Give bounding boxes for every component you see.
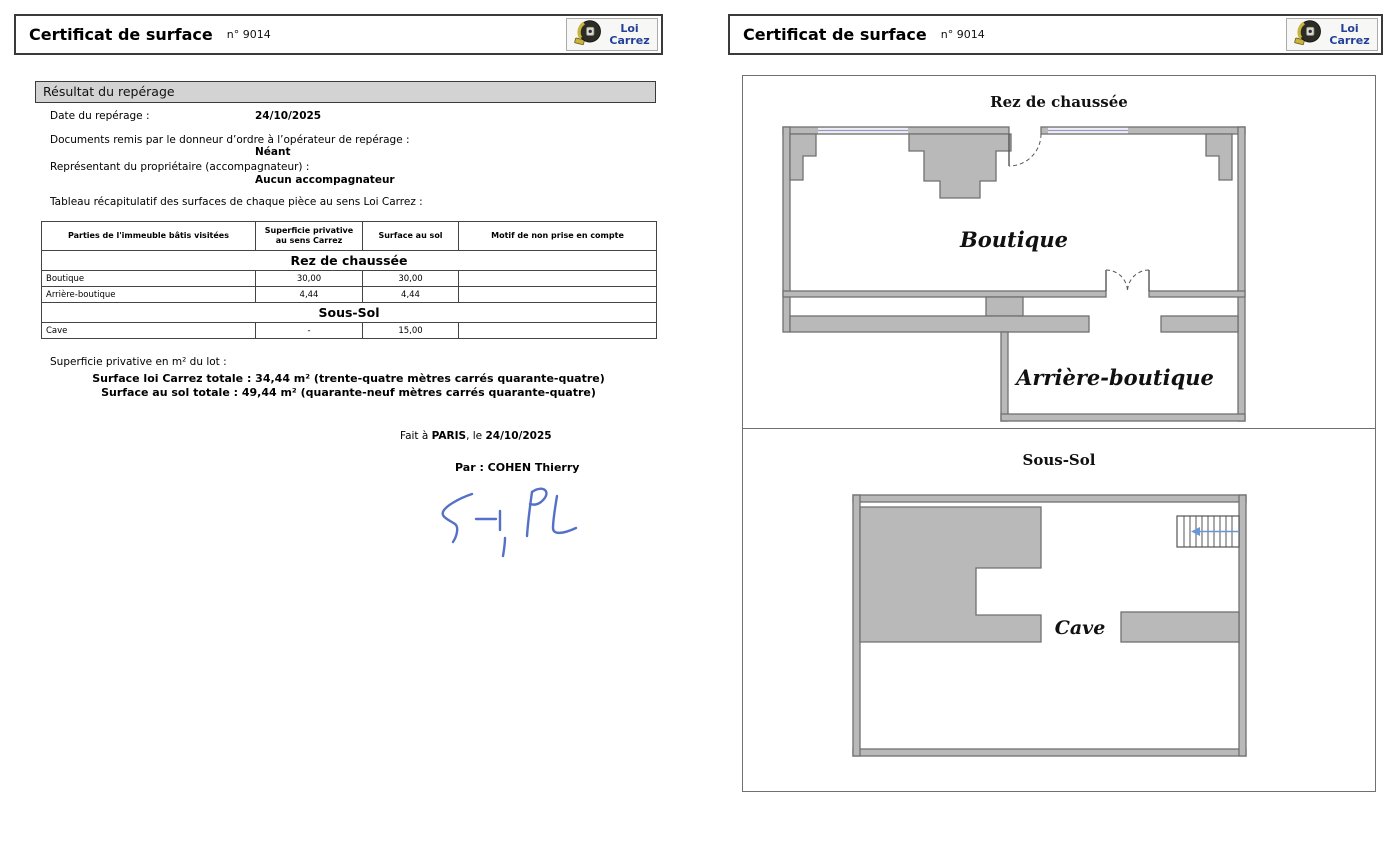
made-at-date: 24/10/2025: [485, 430, 552, 442]
table-row: [42, 271, 657, 287]
logo-text: [1329, 23, 1369, 47]
tape-measure-icon: [574, 19, 604, 51]
page-title: Certificat de surface: [743, 25, 927, 44]
representative-label: Représentant du propriétaire (accompagnateur) :: [50, 161, 310, 173]
cell-carrez: 30,00: [256, 271, 363, 287]
cell-carrez: -: [256, 323, 363, 339]
table-section-row: [42, 251, 657, 271]
cell-sol: 4,44: [363, 287, 459, 303]
total-carrez-line: Surface loi Carrez totale : 34,44 m² (trente-quatre mètres carrés quarante-quatre): [92, 372, 605, 385]
documents-label: Documents remis par le donneur d’ordre à l’opérateur de repérage :: [50, 134, 410, 146]
table-section-row: [42, 303, 657, 323]
page-title: Certificat de surface: [29, 25, 213, 44]
room-label-arriere-boutique: Arrière-boutique: [1016, 365, 1214, 390]
cell-sol: 15,00: [363, 323, 459, 339]
table-intro: Tableau récapitulatif des surfaces de chaque pièce au sens Loi Carrez :: [50, 196, 423, 208]
room-label-boutique: Boutique: [959, 227, 1069, 252]
loi-carrez-logo: [566, 18, 658, 51]
cell-motif: [459, 271, 657, 287]
report-header: [14, 14, 663, 55]
document-number: n° 9014: [940, 28, 985, 41]
date-label: Date du repérage :: [50, 110, 150, 122]
cell-motif: [459, 323, 657, 339]
made-at-city: PARIS: [431, 430, 467, 442]
cell-carrez: 4,44: [256, 287, 363, 303]
signed-by-line: Par : COHEN Thierry: [455, 461, 580, 474]
cell-motif: [459, 287, 657, 303]
table-header-row: [42, 222, 657, 251]
documents-value: Néant: [255, 146, 291, 158]
cell-room: Arrière-boutique: [42, 287, 256, 303]
floor1-title: Rez de chaussée: [990, 93, 1128, 111]
representative-value: Aucun accompagnateur: [255, 174, 395, 186]
total-floor-line: Surface au sol totale : 49,44 m² (quarante-neuf mètres carrés quarante-quatre): [101, 385, 596, 399]
logo-line2: Carrez: [609, 33, 650, 47]
made-at-prefix: Fait à: [400, 430, 432, 442]
table-row: [42, 287, 657, 303]
section-sous-sol: Sous-Sol: [42, 303, 657, 323]
floor2-title: Sous-Sol: [1022, 451, 1096, 469]
made-at-middle: , le: [466, 430, 486, 442]
cell-sol: 30,00: [363, 271, 459, 287]
totals-block: [41, 372, 656, 399]
floor1-plan: [743, 111, 1375, 427]
col-header-motif: Motif de non prise en compte: [459, 222, 657, 251]
col-header-sol: Surface au sol: [363, 222, 459, 251]
logo-line1: Loi: [1340, 21, 1359, 35]
cell-room: Cave: [42, 323, 256, 339]
date-value: 24/10/2025: [255, 110, 322, 122]
floor-plans-frame: [742, 75, 1376, 792]
col-header-carrez: Superficie privative au sens Carrez: [256, 222, 363, 251]
plans-header: [728, 14, 1383, 55]
floor2-plan: [743, 471, 1375, 789]
surfaces-table: [41, 221, 657, 339]
logo-line2: Carrez: [1329, 33, 1370, 47]
logo-text: [609, 23, 649, 47]
section-title-bar: Résultat du repérage: [35, 81, 656, 103]
signature: [428, 478, 608, 586]
section-rez-de-chaussee: Rez de chaussée: [42, 251, 657, 271]
plans-divider: [743, 428, 1375, 429]
tape-measure-icon: [1294, 19, 1324, 51]
loi-carrez-logo: [1286, 18, 1378, 51]
table-row: [42, 323, 657, 339]
logo-line1: Loi: [620, 21, 639, 35]
made-at-line: [400, 430, 552, 442]
lot-label: Superficie privative en m² du lot :: [50, 356, 227, 368]
plans-page: [700, 0, 1400, 868]
cell-room: Boutique: [42, 271, 256, 287]
room-label-cave: Cave: [1054, 617, 1106, 639]
document-number: n° 9014: [226, 28, 271, 41]
col-header-parties: Parties de l'immeuble bâtis visitées: [42, 222, 256, 251]
